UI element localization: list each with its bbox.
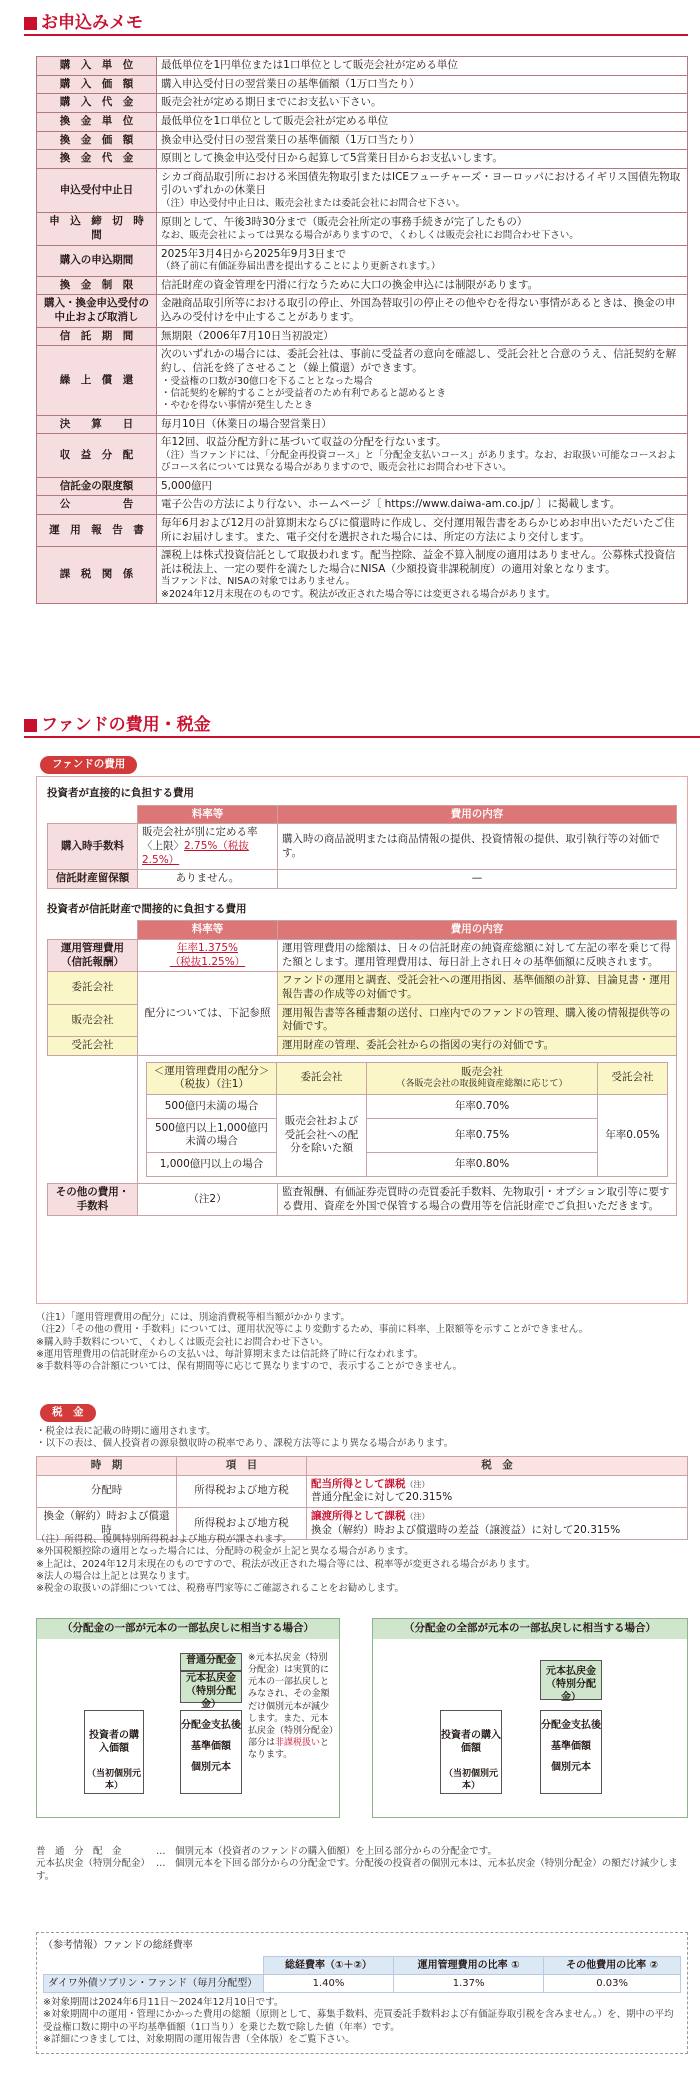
after-box-left: 分配金支払後 基準価額 個別元本 bbox=[180, 1710, 242, 1794]
investor-box-right: 投資者の購入価額 （当初個別元本） bbox=[440, 1710, 502, 1794]
alloc-h4: 受託会社 bbox=[598, 1062, 668, 1094]
dist-right-box bbox=[372, 1618, 688, 1818]
ref-v3: 0.03% bbox=[544, 1975, 681, 1993]
note-line: ※税金の取扱いの詳細については、税務専門家等にご確認されることをお勧めします。 bbox=[36, 1583, 405, 1595]
memo-value: 販売会社が定める期日までにお支払い下さい。 bbox=[157, 94, 688, 113]
square-icon bbox=[24, 719, 37, 732]
mgmt-fee-rate: 年率1.375% （税抜1.25%） bbox=[138, 940, 278, 972]
alloc-cell bbox=[138, 1055, 677, 1183]
jutaku-content: 運用財産の管理、委託会社からの指図の実行の対価です。 bbox=[278, 1036, 677, 1055]
col-content: 費用の内容 bbox=[278, 921, 677, 940]
memo-value: 金融商品取引所等における取引の停止、外国為替取引の停止その他やむを得ない事情があるときは、換金の申込みの受付けを中止することがあります。 bbox=[157, 295, 688, 327]
note-line: （注1）「運用管理費用の配分」には、別途消費税等相当額がかかります。 bbox=[36, 1312, 351, 1323]
memo-row bbox=[37, 477, 688, 496]
refund-box-right: 元本払戻金（特別分配金） bbox=[540, 1660, 602, 1700]
indirect-fee-heading: 投資者が信託財産で間接的に負担する費用 bbox=[47, 902, 247, 915]
alloc-r1: 500億円未満の場合 bbox=[147, 1094, 277, 1118]
ref-h3: その他費用の比率 ② bbox=[544, 1957, 681, 1975]
memo-row bbox=[37, 168, 688, 213]
memo-value: 電子公告の方法により行ない、ホームページ〔 https://www.daiwa-am.co.jp/ 〕に掲載します。 bbox=[157, 496, 688, 515]
memo-row bbox=[37, 245, 688, 276]
memo-key: 公 告 bbox=[37, 496, 157, 515]
hanbai-label: 販売会社 bbox=[48, 1004, 138, 1036]
ref-h2: 運用管理費用の比率 ① bbox=[393, 1957, 543, 1975]
tax-h3: 税 金 bbox=[307, 1457, 688, 1476]
memo-key: 決 算 日 bbox=[37, 415, 157, 434]
memo-value: 原則として、午後3時30分まで（販売会社所定の事務手続きが完了したもの） なお、販売会社によっては異なる場合がありますので、くわしくは販売会社にお問合わせ下さい。 bbox=[157, 213, 688, 245]
memo-key: 購 入 単 位 bbox=[37, 57, 157, 76]
memo-row bbox=[37, 295, 688, 327]
tax-h2: 項 目 bbox=[177, 1457, 307, 1476]
after-box-right: 分配金支払後 基準価額 個別元本 bbox=[540, 1710, 602, 1794]
dist-left-title: （分配金の一部が元本の一部払戻しに相当する場合） bbox=[37, 1619, 339, 1639]
tax-intro: ・税金は表に記載の時期に適用されます。 ・以下の表は、個人投資者の源泉徴収時の税率であり、課税方法等により異なる場合があります。 bbox=[36, 1426, 454, 1450]
tax-r2-time: 換金（解約）時および償還時 bbox=[37, 1507, 177, 1539]
tax-r1-item: 所得税および地方税 bbox=[177, 1475, 307, 1507]
trust-reserve-label: 信託財産留保額 bbox=[48, 870, 138, 889]
memo-row bbox=[37, 75, 688, 94]
memo-key: 申込受付中止日 bbox=[37, 168, 157, 213]
note-line: ※運用管理費用の信託財産からの支払いは、毎計算期末または信託終了時に行なわれます。 bbox=[36, 1349, 424, 1361]
col-rate: 料率等 bbox=[138, 921, 278, 940]
memo-row bbox=[37, 131, 688, 150]
alloc-h-v1: 年率0.70% bbox=[367, 1094, 598, 1118]
memo-key: 購入の申込期間 bbox=[37, 245, 157, 276]
ref-v2: 1.37% bbox=[393, 1975, 543, 1993]
memo-row bbox=[37, 112, 688, 131]
memo-key: 申 込 締 切 時 間 bbox=[37, 213, 157, 245]
tax-r1-time: 分配時 bbox=[37, 1475, 177, 1507]
note-line: （注2）「その他の費用・手数料」については、運用状況等により変動するため、事前に料率、上限額等を示すことができません。 bbox=[36, 1324, 589, 1336]
ordinary-dist-box: 普通分配金 bbox=[180, 1653, 242, 1671]
memo-key: 購入・換金申込受付の中止および取消し bbox=[37, 295, 157, 327]
investor-box-left: 投資者の購入価額 （当初個別元本） bbox=[84, 1710, 144, 1794]
memo-key: 換 金 価 額 bbox=[37, 131, 157, 150]
section-title: お申込みメモ bbox=[41, 12, 143, 33]
jutaku-label: 受託会社 bbox=[48, 1036, 138, 1055]
alloc-itaku: 販売会社および受託会社への配分を除いた額 bbox=[277, 1094, 367, 1176]
tax-r1-tax: 配当所得として課税（注） 普通分配金に対して20.315% bbox=[307, 1475, 688, 1507]
ref-notes: ※対象期間は2024年6月11日～2024年12月10日です。 ※対象期間中の運用・管理にかかった費用の総額（原則として、募集手数料、売買委託手数料および有価証券取引税を含みません。）を、期中の平均受益権口数に期中の平均基準価額（1口当り）を乗じた数で除した値（年率）です。 ※詳細につきましては、対象期間の運用報告書（全体版）をご覧下さい。 bbox=[43, 1997, 674, 2046]
tax-r2-item: 所得税および地方税 bbox=[177, 1507, 307, 1539]
memo-row bbox=[37, 94, 688, 113]
memo-value: 換金申込受付日の翌営業日の基準価額（1万口当たり） bbox=[157, 131, 688, 150]
memo-key: 信託金の限度額 bbox=[37, 477, 157, 496]
col-content: 費用の内容 bbox=[278, 805, 677, 824]
alloc-see-below: 配分については、下記参照 bbox=[138, 972, 278, 1055]
square-icon bbox=[24, 17, 37, 30]
col-rate: 料率等 bbox=[138, 805, 278, 824]
memo-key: 換 金 制 限 bbox=[37, 276, 157, 295]
refund-box-left: 元本払戻金（特別分配金） bbox=[180, 1671, 242, 1703]
hanbai-content: 運用報告書等各種書類の送付、口座内でのファンドの管理、購入後の情報提供等の対価です。 bbox=[278, 1004, 677, 1036]
note-line: ※上記は、2024年12月末現在のものですので、税法が改正された場合等には、税率等が変更される場合があります。 bbox=[36, 1558, 536, 1570]
direct-fee-table bbox=[47, 805, 677, 889]
ref-v1: 1.40% bbox=[264, 1975, 394, 1993]
alloc-r3: 1,000億円以上の場合 bbox=[147, 1152, 277, 1176]
alloc-h2: 委託会社 bbox=[277, 1062, 367, 1094]
alloc-j: 年率0.05% bbox=[598, 1094, 668, 1176]
buy-fee-label: 購入時手数料 bbox=[48, 824, 138, 870]
alloc-r2: 500億円以上1,000億円未満の場合 bbox=[147, 1118, 277, 1152]
memo-value: 毎年6月および12月の計算期末ならびに償還時に作成し、交付運用報告書をあらかじめお申出いただいたご住所にお届けします。また、電子交付を選択された場合には、所定の方法により交付します。 bbox=[157, 514, 688, 546]
memo-value: 5,000億円 bbox=[157, 477, 688, 496]
ref-title: （参考情報）ファンドの総経費率 bbox=[43, 1940, 193, 1951]
tax-notes bbox=[36, 1534, 688, 1596]
alloc-table bbox=[146, 1062, 668, 1177]
tax-table bbox=[36, 1456, 688, 1540]
tax-r2-tax: 譲渡所得として課税（注） 換金（解約）時および償還時の差益（譲渡益）に対して20.315% bbox=[307, 1507, 688, 1539]
itaku-content: ファンドの運用と調査、受託会社への運用指図、基準価額の計算、目論見書・運用報告書の作成等の対価です。 bbox=[278, 972, 677, 1004]
alloc-h-v3: 年率0.80% bbox=[367, 1152, 598, 1176]
other-fee-label: その他の費用・手数料 bbox=[48, 1183, 138, 1215]
memo-row bbox=[37, 213, 688, 245]
buy-fee-rate: 販売会社が別に定める率〈上限〉2.75%（税抜2.5%） bbox=[138, 824, 278, 870]
memo-key: 換 金 単 位 bbox=[37, 112, 157, 131]
buy-fee-content: 購入時の商品説明または商品情報の提供、投資情報の提供、取引執行等の対価です。 bbox=[278, 824, 677, 870]
memo-value: 購入申込受付日の翌営業日の基準価額（1万口当たり） bbox=[157, 75, 688, 94]
memo-key: 繰 上 償 還 bbox=[37, 346, 157, 415]
alloc-h-v2: 年率0.75% bbox=[367, 1118, 598, 1152]
alloc-h1: ＜運用管理費用の配分＞（税抜）（注1） bbox=[147, 1062, 277, 1094]
note-line: ※購入時手数料について、くわしくは販売会社にお問合わせ下さい。 bbox=[36, 1336, 329, 1348]
memo-key: 換 金 代 金 bbox=[37, 150, 157, 169]
ref-fund: ダイワ外債ソブリン・ファンド（毎月分配型） bbox=[44, 1975, 264, 1993]
memo-row bbox=[37, 327, 688, 346]
pill-tax: 税 金 bbox=[40, 1404, 96, 1422]
memo-value: 次のいずれかの場合には、委託会社は、事前に受益者の意向を確認し、受託会社と合意のうえ、信託契約を解約し、信託を終了させること（繰上償還）ができます。 ・受益権の口数が30億口を下ることとなった場合 ・信託契約を解約することが受益者のため有利であると認めるとき ・やむを得ない事情が発生したとき bbox=[157, 346, 688, 415]
memo-value: シカゴ商品取引所における米国債先物取引またはICEフューチャーズ・ヨーロッパにおけるイギリス国債先物取引のいずれかの休業日 （注）申込受付中止日は、販売会社または委託会社にお問合せ下さい。 bbox=[157, 168, 688, 213]
memo-key: 課 税 関 係 bbox=[37, 547, 157, 604]
memo-row bbox=[37, 547, 688, 604]
memo-key: 購 入 代 金 bbox=[37, 94, 157, 113]
memo-value: 2025年3月4日から2025年9月3日まで （終了前に有価証券届出書を提出することにより更新されます。） bbox=[157, 245, 688, 276]
trust-reserve-content: — bbox=[278, 870, 677, 889]
indirect-fee-table bbox=[47, 920, 677, 1216]
mgmt-fee-label: 運用管理費用（信託報酬） bbox=[48, 940, 138, 972]
memo-value: 最低単位を1口単位として販売会社が定める単位 bbox=[157, 112, 688, 131]
itaku-label: 委託会社 bbox=[48, 972, 138, 1004]
dist-right-title: （分配金の全部が元本の一部払戻しに相当する場合） bbox=[373, 1619, 687, 1639]
memo-key: 収 益 分 配 bbox=[37, 434, 157, 477]
other-fee-rate: （注2） bbox=[138, 1183, 278, 1215]
other-fee-content: 監査報酬、有価証券売買時の売買委託手数料、先物取引・オプション取引等に要する費用、資産を外国で保管する場合の費用等を信託財産でご負担いただきます。 bbox=[278, 1183, 677, 1215]
memo-key: 運 用 報 告 書 bbox=[37, 514, 157, 546]
memo-row bbox=[37, 434, 688, 477]
note-line: ※外国税額控除の適用となった場合には、分配時の税金が上記と異なる場合があります。 bbox=[36, 1546, 414, 1558]
direct-fee-heading: 投資者が直接的に負担する費用 bbox=[47, 787, 194, 799]
note-line: （注）所得税、復興特別所得税および地方税が課されます。 bbox=[36, 1534, 292, 1545]
fee-notes bbox=[36, 1312, 688, 1374]
fees-box bbox=[36, 776, 688, 1304]
memo-row bbox=[37, 57, 688, 76]
mgmt-fee-content: 運用管理費用の総額は、日々の信託財産の純資産総額に対して左記の率を乗じて得た額とします。運用管理費用は、毎日計上され日々の基準価額に反映されます。 bbox=[278, 940, 677, 972]
memo-row bbox=[37, 150, 688, 169]
memo-row bbox=[37, 276, 688, 295]
memo-value: 課税上は株式投資信託として取扱われます。配当控除、益金不算入制度の適用はありません。公募株式投資信託は税法上、一定の要件を満たした場合にNISA（少額投資非課税制度）の適用対象となります。 当ファンドは、NISAの対象ではありません。 ※2024年12月末現在のものです。税法が改正された場合等には変更される場合があります。 bbox=[157, 547, 688, 604]
memo-value: 年12回、収益分配方針に基づいて収益の分配を行ないます。 （注）当ファンドには、「分配金再投資コース」と「分配金支払いコース」があります。なお、お取扱い可能なコースおよびコース名については異なる場合がありますので、販売会社にお問合わせ下さい。 bbox=[157, 434, 688, 477]
refund-side-note: ※元本払戻金（特別分配金）は実質的に元本の一部払戻しとみなされ、その金額だけ個別元本が減少します。また、元本払戻金（特別分配金）部分は非課税扱いとなります。 bbox=[248, 1653, 334, 1761]
trust-reserve-rate: ありません。 bbox=[138, 870, 278, 889]
note-line: ※手数料等の合計額については、保有期間等に応じて異なりますので、表示することができません。 bbox=[36, 1361, 463, 1373]
section-header-fees bbox=[24, 714, 700, 738]
memo-row bbox=[37, 496, 688, 515]
section-header-memo bbox=[24, 12, 688, 36]
dist-definitions: 普 通 分 配 金 … 個別元本（投資者のファンドの購入価額）を上回る部分からの分配金です。 元本払戻金（特別分配金） … 個別元本を下回る部分からの分配金です。分配後の投資者の個別元本は、元本払戻金（特別分配金）の額だけ減少します。 bbox=[36, 1846, 678, 1882]
ref-h1: 総経費率（①＋②） bbox=[264, 1957, 394, 1975]
memo-row bbox=[37, 514, 688, 546]
note-line: ※法人の場合は上記とは異なります。 bbox=[36, 1571, 196, 1583]
alloc-h3: 販売会社 （各販売会社の取扱純資産総額に応じて） bbox=[367, 1062, 598, 1094]
memo-row bbox=[37, 415, 688, 434]
memo-value: 毎月10日（休業日の場合翌営業日） bbox=[157, 415, 688, 434]
memo-value: 最低単位を1円単位または1口単位として販売会社が定める単位 bbox=[157, 57, 688, 76]
tax-h1: 時 期 bbox=[37, 1457, 177, 1476]
memo-value: 原則として換金申込受付日から起算して5営業日目からお支払いします。 bbox=[157, 150, 688, 169]
section-title: ファンドの費用・税金 bbox=[41, 714, 211, 735]
ref-table bbox=[43, 1956, 681, 1993]
memo-value: 無期限（2006年7月10日当初設定） bbox=[157, 327, 688, 346]
memo-table bbox=[36, 56, 688, 604]
memo-key: 信 託 期 間 bbox=[37, 327, 157, 346]
memo-key: 購 入 価 額 bbox=[37, 75, 157, 94]
memo-row bbox=[37, 346, 688, 415]
memo-value: 信託財産の資金管理を円滑に行なうために大口の換金申込には制限があります。 bbox=[157, 276, 688, 295]
pill-fees: ファンドの費用 bbox=[40, 756, 137, 774]
ref-box bbox=[36, 1932, 688, 2054]
